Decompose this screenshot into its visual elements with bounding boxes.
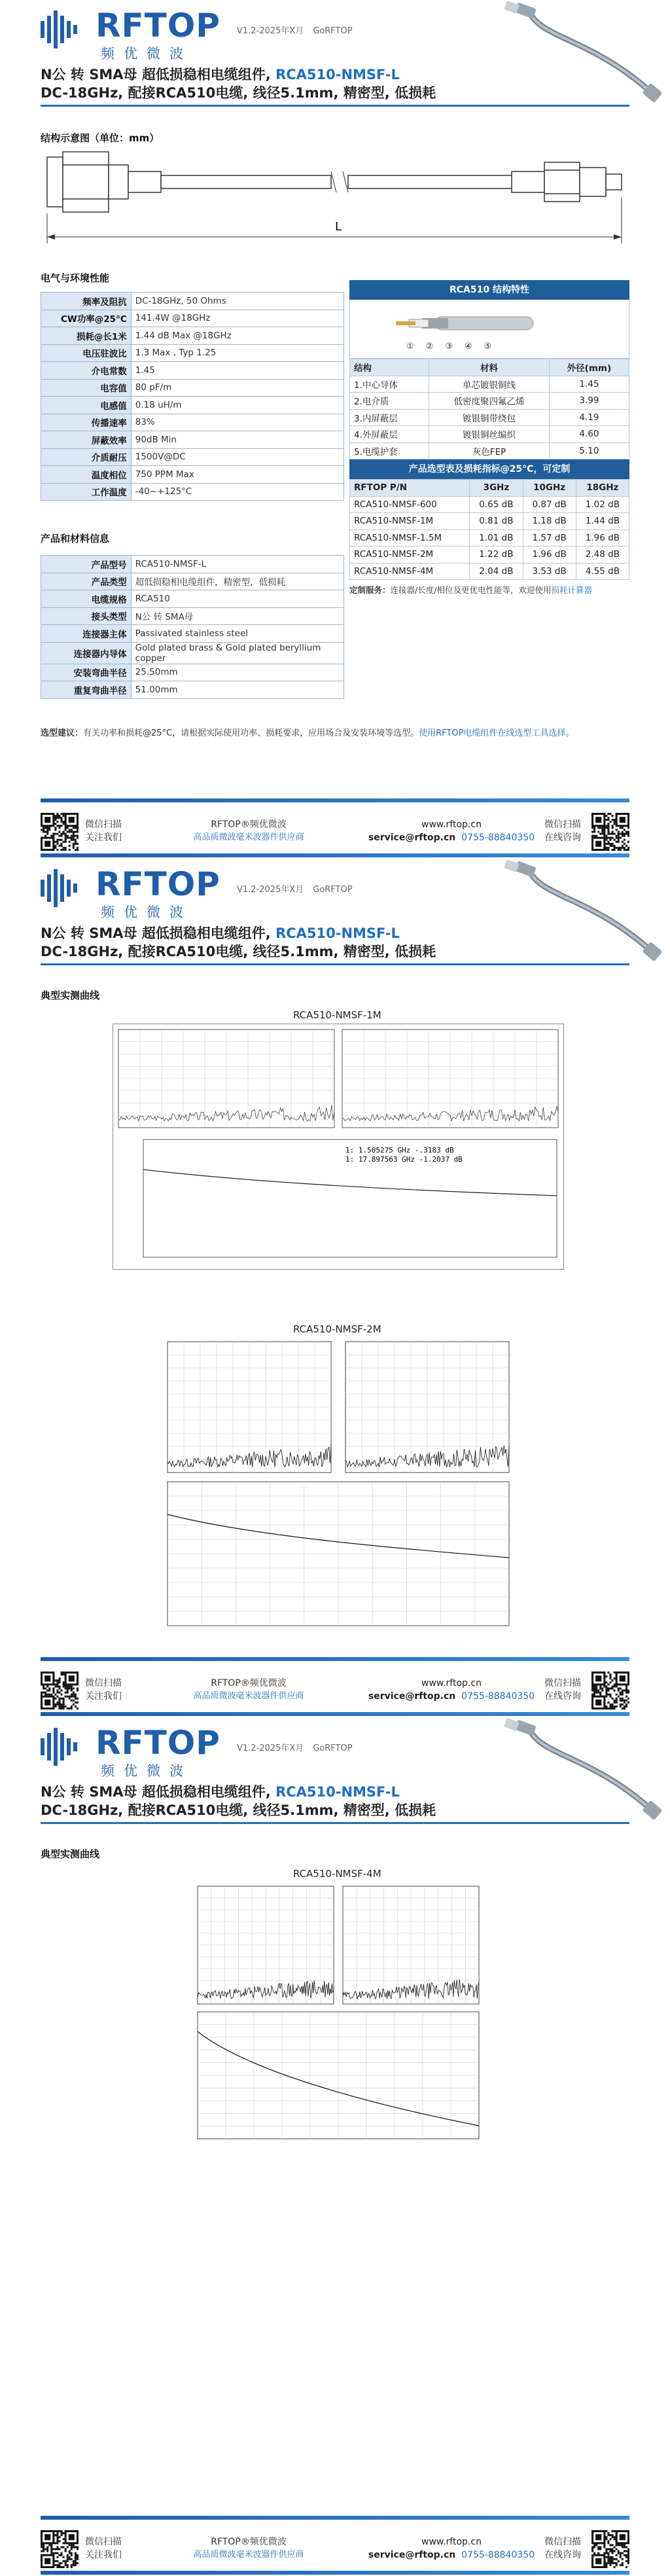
spec-row bbox=[41, 483, 344, 501]
spec-row bbox=[41, 664, 344, 681]
spec-value: Passivated stainless steel bbox=[131, 625, 344, 643]
spec-key: 电缆规格 bbox=[41, 590, 132, 608]
header-divider bbox=[41, 963, 629, 965]
vna-plot-2m bbox=[152, 1339, 516, 1635]
table-cell: RCA510-NMSF-2M bbox=[350, 546, 470, 564]
table-cell: 2.电介质 bbox=[350, 393, 429, 410]
page-footer bbox=[0, 1657, 670, 1716]
logo-mark-icon bbox=[41, 1726, 92, 1767]
column-header: 材料 bbox=[429, 359, 550, 376]
wechat-scan-label: 微信扫描 bbox=[85, 819, 122, 830]
table-cell: 4.55 dB bbox=[576, 563, 629, 580]
version-label: V1.2-2025年X月 GoRFTOP bbox=[237, 26, 353, 36]
table-cell: 2.48 dB bbox=[576, 546, 629, 564]
logo-subtext: 频优微波 bbox=[101, 1763, 192, 1779]
spec-key: 接头类型 bbox=[41, 607, 132, 625]
column-header: 3GHz bbox=[470, 480, 523, 497]
spec-value: 51.00mm bbox=[131, 681, 344, 699]
loss-table-title: 产品选型表及损耗指标@25°C，可定制 bbox=[349, 459, 629, 479]
table-row bbox=[350, 393, 629, 410]
layer-number: ③ bbox=[445, 342, 453, 351]
table-cell: 1.57 dB bbox=[523, 529, 576, 546]
spec-key: 屏蔽效率 bbox=[41, 431, 132, 449]
table-cell: 1.02 dB bbox=[576, 496, 629, 513]
service-phone[interactable]: 0755-88840350 bbox=[461, 1691, 535, 1702]
service-phone[interactable]: 0755-88840350 bbox=[461, 832, 535, 843]
slogan-label: 高品质微波毫米波器件供应商 bbox=[193, 2550, 304, 2560]
spec-row bbox=[41, 362, 344, 380]
logo-mark-icon bbox=[41, 9, 92, 50]
selection-note: 选型建议：有关功率和损耗@25°C，请根据实际使用功率、损耗要求，应用场合及安装环境等选型。使用RFTOP电缆组件在线选型工具选择。 bbox=[41, 728, 574, 738]
column-header: 结构 bbox=[350, 359, 429, 376]
layer-number: ① bbox=[406, 342, 414, 351]
page-footer bbox=[0, 2516, 670, 2575]
table-cell: 0.81 dB bbox=[470, 513, 523, 530]
table-cell: 4.外屏蔽层 bbox=[350, 426, 429, 443]
follow-label: 关注我们 bbox=[85, 1691, 122, 1702]
table-cell: 灰色FEP bbox=[429, 442, 550, 459]
service-email[interactable]: service@rftop.cn bbox=[368, 2550, 456, 2560]
product-title: N公 转 SMA母 超低损稳相电缆组件, RCA510-NMSF-L bbox=[41, 1784, 400, 1800]
marker-1: 1: 1.505275 GHz -.3183 dB bbox=[345, 1146, 454, 1154]
logo-text: RFTOP bbox=[96, 865, 220, 903]
table-row bbox=[350, 376, 629, 393]
brand-label: RFTOP®频优微波 bbox=[211, 1678, 287, 1689]
table-row bbox=[350, 442, 629, 459]
column-header: RFTOP P/N bbox=[350, 480, 470, 497]
spec-value: 80 pF/m bbox=[131, 379, 344, 397]
consult-qr-code[interactable] bbox=[591, 1672, 629, 1709]
spec-key: 介电常数 bbox=[41, 362, 132, 380]
spec-value: DC-18GHz, 50 Ohms bbox=[131, 293, 344, 310]
table-cell: 5.10 bbox=[549, 442, 629, 459]
spec-row bbox=[41, 431, 344, 449]
table-cell: 1.18 dB bbox=[523, 513, 576, 530]
spec-row bbox=[41, 625, 344, 643]
spec-row bbox=[41, 466, 344, 484]
spec-row bbox=[41, 379, 344, 397]
layer-number: ② bbox=[425, 342, 434, 351]
spec-value: -40~+125°C bbox=[131, 483, 344, 501]
table-cell: 2.04 dB bbox=[470, 563, 523, 580]
product-subtitle: DC-18GHz, 配接RCA510电缆, 线径5.1mm, 精密型, 低损耗 bbox=[41, 944, 436, 959]
version-label: V1.2-2025年X月 GoRFTOP bbox=[237, 1744, 353, 1753]
chart-title-1m: RCA510-NMSF-1M bbox=[293, 1009, 381, 1021]
logo-mark-icon bbox=[41, 868, 92, 908]
footer-bar bbox=[41, 798, 629, 802]
table-cell: 4.60 bbox=[549, 426, 629, 443]
column-header: 外径(mm) bbox=[549, 359, 629, 376]
service-email[interactable]: service@rftop.cn bbox=[368, 832, 456, 843]
product-subtitle: DC-18GHz, 配接RCA510电缆, 线径5.1mm, 精密型, 低损耗 bbox=[41, 1802, 436, 1818]
spec-value: N公 转 SMA母 bbox=[131, 607, 344, 625]
table-cell: 单芯镀银铜线 bbox=[429, 376, 550, 393]
wechat-scan-label: 微信扫描 bbox=[544, 1678, 581, 1689]
layer-number: ④ bbox=[464, 342, 472, 351]
spec-key: CW功率@25°C bbox=[41, 310, 132, 327]
table-cell: 1.96 dB bbox=[576, 529, 629, 546]
logo-subtext: 频优微波 bbox=[101, 46, 192, 62]
layer-numbers bbox=[406, 342, 503, 351]
brand-label: RFTOP®频优微波 bbox=[211, 2537, 287, 2547]
wechat-scan-label: 微信扫描 bbox=[85, 2537, 122, 2547]
spec-row bbox=[41, 327, 344, 345]
table-cell: 1.01 dB bbox=[470, 529, 523, 546]
spec-row bbox=[41, 573, 344, 590]
table-header-row bbox=[350, 359, 629, 376]
spec-row bbox=[41, 607, 344, 625]
column-header: 10GHz bbox=[523, 480, 576, 497]
structure-title: RCA510 结构特性 bbox=[349, 280, 629, 300]
consult-qr-code[interactable] bbox=[591, 2530, 629, 2568]
wechat-scan-label: 微信扫描 bbox=[544, 819, 581, 830]
rftop-logo bbox=[41, 865, 243, 920]
spec-value: 1500V@DC bbox=[131, 448, 344, 466]
service-email[interactable]: service@rftop.cn bbox=[368, 1691, 456, 1702]
table-row bbox=[350, 409, 629, 426]
cable-assembly-image bbox=[504, 859, 667, 963]
spec-key: 产品型号 bbox=[41, 556, 132, 573]
product-title: N公 转 SMA母 超低损稳相电缆组件, RCA510-NMSF-L bbox=[41, 925, 400, 941]
follow-label: 关注我们 bbox=[85, 832, 122, 843]
spec-value: RCA510 bbox=[131, 590, 344, 608]
slogan-label: 高品质微波毫米波器件供应商 bbox=[193, 832, 304, 842]
marker-2: 1: 17.897563 GHz -1.2037 dB bbox=[345, 1155, 463, 1164]
spec-value: 1.44 dB Max @18GHz bbox=[131, 327, 344, 345]
spec-row bbox=[41, 414, 344, 431]
spec-key: 电容值 bbox=[41, 379, 132, 397]
consult-qr-code[interactable] bbox=[591, 813, 629, 851]
table-cell: 1.44 dB bbox=[576, 513, 629, 530]
table-cell: 1.22 dB bbox=[470, 546, 523, 564]
loss-table bbox=[349, 479, 629, 580]
table-cell: 3.内屏蔽层 bbox=[350, 409, 429, 426]
column-header: 18GHz bbox=[576, 480, 629, 497]
spec-value: 83% bbox=[131, 414, 344, 431]
spec-row bbox=[41, 642, 344, 664]
spec-key: 电感值 bbox=[41, 397, 132, 414]
spec-value: 1.45 bbox=[131, 362, 344, 380]
table-cell: 镀银铜带绕包 bbox=[429, 409, 550, 426]
spec-key: 频率及阻抗 bbox=[41, 293, 132, 310]
wechat-scan-label: 微信扫描 bbox=[544, 2537, 581, 2547]
spec-key: 连接器主体 bbox=[41, 625, 132, 643]
spec-value: 90dB Min bbox=[131, 431, 344, 449]
spec-key: 产品类型 bbox=[41, 573, 132, 590]
vna-chart-4m bbox=[183, 1884, 487, 2145]
spec-row bbox=[41, 590, 344, 608]
table-row bbox=[350, 546, 629, 564]
curves-title: 典型实测曲线 bbox=[41, 1848, 100, 1860]
wechat-qr-code[interactable] bbox=[41, 813, 79, 851]
logo-text: RFTOP bbox=[96, 1724, 220, 1762]
table-row bbox=[350, 513, 629, 530]
website-link[interactable]: www.rftop.cn bbox=[421, 819, 482, 830]
follow-label: 关注我们 bbox=[85, 2550, 122, 2560]
product-info-table bbox=[41, 555, 344, 699]
table-cell: 镀银铜丝编织 bbox=[429, 426, 550, 443]
spec-row bbox=[41, 344, 344, 362]
footer-bar bbox=[41, 1657, 629, 1661]
loss-calculator-link[interactable]: 损耗计算器 bbox=[551, 585, 592, 595]
wechat-qr-code[interactable] bbox=[41, 2530, 79, 2568]
table-cell: 5.电缆护套 bbox=[350, 442, 429, 459]
footer-bar bbox=[41, 853, 629, 857]
spec-key: 安装弯曲半径 bbox=[41, 664, 132, 681]
table-cell: 0.87 dB bbox=[523, 496, 576, 513]
page-header bbox=[0, 0, 670, 122]
spec-value: 0.18 uH/m bbox=[131, 397, 344, 414]
header-divider bbox=[41, 105, 629, 107]
cable-layers-icon bbox=[389, 304, 540, 343]
spec-row bbox=[41, 310, 344, 327]
product-title: N公 转 SMA母 超低损稳相电缆组件, RCA510-NMSF-L bbox=[41, 67, 400, 82]
table-header-row bbox=[350, 480, 629, 497]
logo-text: RFTOP bbox=[96, 7, 220, 45]
spec-row bbox=[41, 448, 344, 466]
table-cell: RCA510-NMSF-1M bbox=[350, 513, 470, 530]
brand-label: RFTOP®频优微波 bbox=[211, 819, 287, 830]
elec-spec-table bbox=[41, 292, 344, 501]
page-header bbox=[0, 859, 670, 980]
table-row bbox=[350, 496, 629, 513]
dimension-label: L bbox=[335, 220, 342, 234]
page-2 bbox=[0, 859, 670, 1717]
rftop-logo bbox=[41, 1724, 243, 1779]
spec-row bbox=[41, 681, 344, 699]
table-row bbox=[350, 563, 629, 580]
page-1 bbox=[0, 0, 670, 859]
table-cell: 4.19 bbox=[549, 409, 629, 426]
spec-value: 750 PPM Max bbox=[131, 466, 344, 484]
spec-value: RCA510-NMSF-L bbox=[131, 556, 344, 573]
layer-number: ⑤ bbox=[484, 342, 492, 351]
website-link[interactable]: www.rftop.cn bbox=[421, 1678, 482, 1689]
rftop-logo bbox=[41, 7, 243, 62]
spec-key: 传播速率 bbox=[41, 414, 132, 431]
table-cell: 3.53 dB bbox=[523, 563, 576, 580]
cable-assembly-image bbox=[504, 0, 667, 105]
cable-cross-section bbox=[349, 300, 629, 359]
spec-value: 25.50mm bbox=[131, 664, 344, 681]
chart-title-2m: RCA510-NMSF-2M bbox=[293, 1323, 381, 1335]
footer-bar bbox=[41, 2571, 629, 2575]
wechat-scan-label: 微信扫描 bbox=[85, 1678, 122, 1689]
spec-key: 连接器内导体 bbox=[41, 642, 132, 664]
curves-title: 典型实测曲线 bbox=[41, 990, 100, 1001]
table-cell: 1.45 bbox=[549, 376, 629, 393]
structure-panel bbox=[349, 280, 629, 596]
spec-key: 工作温度 bbox=[41, 483, 132, 501]
cable-assembly-image bbox=[504, 1717, 667, 1822]
spec-value: 超低损稳相电缆组件，精密型，低损耗 bbox=[131, 573, 344, 590]
structure-diagram bbox=[41, 145, 629, 250]
table-cell: RCA510-NMSF-4M bbox=[350, 563, 470, 580]
online-consult-label: 在线咨询 bbox=[544, 832, 581, 843]
spec-value: 1.3 Max , Typ 1.25 bbox=[131, 344, 344, 362]
vna-chart-2m bbox=[152, 1339, 516, 1635]
table-row bbox=[350, 529, 629, 546]
vna-chart-1m bbox=[113, 1024, 564, 1270]
product-subtitle: DC-18GHz, 配接RCA510电缆, 线径5.1mm, 精密型, 低损耗 bbox=[41, 85, 436, 101]
table-cell: 1.96 dB bbox=[523, 546, 576, 564]
table-cell: 1.中心导体 bbox=[350, 376, 429, 393]
website-link[interactable]: www.rftop.cn bbox=[421, 2537, 482, 2547]
table-row bbox=[350, 426, 629, 443]
online-consult-label: 在线咨询 bbox=[544, 2550, 581, 2560]
table-cell: RCA510-NMSF-1.5M bbox=[350, 529, 470, 546]
spec-row bbox=[41, 293, 344, 310]
diagram-title: 结构示意图（单位：mm） bbox=[41, 132, 160, 144]
spec-row bbox=[41, 556, 344, 573]
vna-plot-4m bbox=[183, 1884, 487, 2145]
elec-section-title: 电气与环境性能 bbox=[41, 272, 110, 284]
spec-value: 141.4W @18GHz bbox=[131, 310, 344, 327]
page-3 bbox=[0, 1717, 670, 2576]
table-cell: 0.65 dB bbox=[470, 496, 523, 513]
custom-service-note: 定制服务：连接器/长度/相位及更优电性能等，欢迎使用损耗计算器 bbox=[349, 585, 592, 595]
product-section-title: 产品和材料信息 bbox=[41, 533, 110, 545]
spec-key: 电压驻波比 bbox=[41, 344, 132, 362]
spec-key: 重复弯曲半径 bbox=[41, 681, 132, 699]
spec-row bbox=[41, 397, 344, 414]
spec-key: 损耗@长1米 bbox=[41, 327, 132, 345]
table-cell: 3.99 bbox=[549, 393, 629, 410]
chart-title-4m: RCA510-NMSF-4M bbox=[293, 1868, 381, 1880]
online-consult-label: 在线咨询 bbox=[544, 1691, 581, 1702]
spec-key: 介质耐压 bbox=[41, 448, 132, 466]
wechat-qr-code[interactable] bbox=[41, 1672, 79, 1709]
logo-subtext: 频优微波 bbox=[101, 904, 192, 920]
page-footer bbox=[0, 798, 670, 857]
table-cell: 低密度聚四氟乙烯 bbox=[429, 393, 550, 410]
spec-key: 温度相位 bbox=[41, 466, 132, 484]
slogan-label: 高品质微波毫米波器件供应商 bbox=[193, 1691, 304, 1701]
page-header bbox=[0, 1717, 670, 1839]
vna-plot-1m bbox=[113, 1024, 563, 1269]
spec-value: Gold plated brass & Gold plated beryllium copper bbox=[131, 642, 344, 664]
structure-table bbox=[349, 359, 629, 459]
table-cell: RCA510-NMSF-600 bbox=[350, 496, 470, 513]
header-divider bbox=[41, 1822, 629, 1824]
selection-tool-link[interactable]: 使用RFTOP电缆组件在线选型工具选择。 bbox=[419, 728, 574, 738]
version-label: V1.2-2025年X月 GoRFTOP bbox=[237, 885, 353, 895]
service-phone[interactable]: 0755-88840350 bbox=[461, 2550, 535, 2560]
footer-bar bbox=[41, 1712, 629, 1716]
footer-bar bbox=[41, 2516, 629, 2520]
